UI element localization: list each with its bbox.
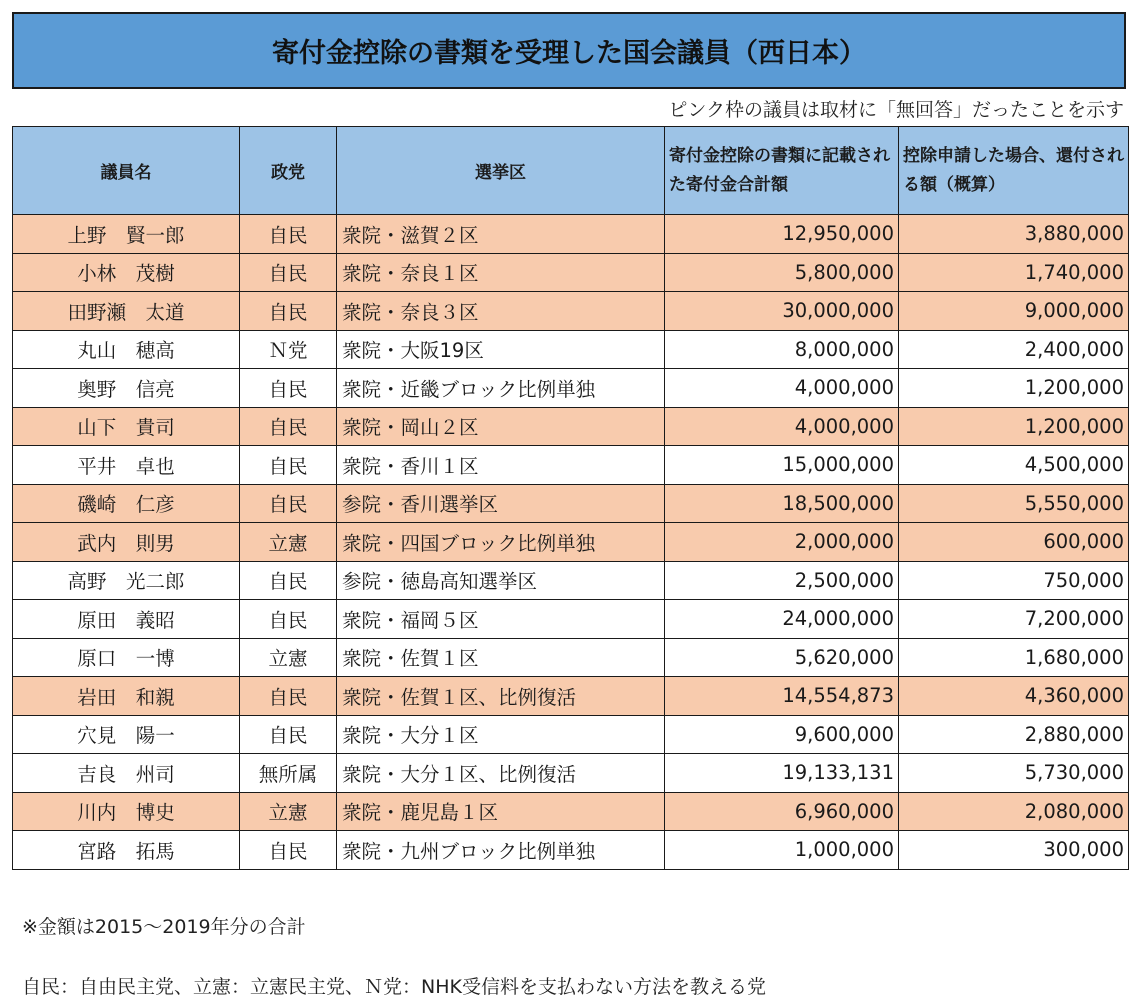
- header-name: 議員名: [13, 127, 240, 215]
- cell-district: 衆院・香川１区: [337, 446, 665, 485]
- cell-district: 衆院・岡山２区: [337, 407, 665, 446]
- cell-district: 衆院・佐賀１区、比例復活: [337, 677, 665, 716]
- cell-name: 小林 茂樹: [13, 253, 240, 292]
- cell-donation: 30,000,000: [665, 292, 899, 331]
- table-row: [13, 523, 1129, 562]
- cell-name: 山下 貴司: [13, 407, 240, 446]
- cell-refund: 300,000: [899, 831, 1129, 870]
- cell-party: 立憲: [240, 523, 337, 562]
- table-header-row: [13, 127, 1129, 215]
- cell-party: 自民: [240, 407, 337, 446]
- cell-name: 岩田 和親: [13, 677, 240, 716]
- cell-party: 自民: [240, 446, 337, 485]
- table-row: [13, 754, 1129, 793]
- legend-note: ピンク枠の議員は取材に「無回答」だったことを示す: [668, 99, 1124, 121]
- cell-refund: 600,000: [899, 523, 1129, 562]
- table-row: [13, 407, 1129, 446]
- cell-donation: 4,000,000: [665, 369, 899, 408]
- cell-party: 自民: [240, 561, 337, 600]
- footnote-period: ※金額は2015〜2019年分の合計: [22, 916, 306, 938]
- cell-name: 宮路 拓馬: [13, 831, 240, 870]
- cell-party: 立憲: [240, 792, 337, 831]
- table-row: [13, 600, 1129, 639]
- cell-district: 衆院・奈良１区: [337, 253, 665, 292]
- table-row: [13, 831, 1129, 870]
- cell-district: 衆院・大阪19区: [337, 330, 665, 369]
- cell-refund: 2,080,000: [899, 792, 1129, 831]
- table-row: [13, 369, 1129, 408]
- cell-name: 丸山 穂高: [13, 330, 240, 369]
- table-row: [13, 715, 1129, 754]
- cell-refund: 4,500,000: [899, 446, 1129, 485]
- cell-donation: 5,620,000: [665, 638, 899, 677]
- cell-district: 衆院・滋賀２区: [337, 215, 665, 254]
- cell-refund: 1,200,000: [899, 369, 1129, 408]
- table-row: [13, 215, 1129, 254]
- cell-name: 武内 則男: [13, 523, 240, 562]
- table-row: [13, 253, 1129, 292]
- cell-party: 自民: [240, 253, 337, 292]
- cell-party: 自民: [240, 715, 337, 754]
- footnote-parties: 自民：自由民主党、立憲：立憲民主党、Ｎ党：NHK受信料を支払わない方法を教える党: [22, 976, 766, 998]
- cell-district: 衆院・奈良３区: [337, 292, 665, 331]
- cell-donation: 24,000,000: [665, 600, 899, 639]
- cell-party: 立憲: [240, 638, 337, 677]
- cell-donation: 14,554,873: [665, 677, 899, 716]
- cell-name: 磯崎 仁彦: [13, 484, 240, 523]
- cell-donation: 5,800,000: [665, 253, 899, 292]
- cell-party: 自民: [240, 369, 337, 408]
- header-donation: 寄付金控除の書類に記載された寄付金合計額: [665, 127, 899, 215]
- table-row: [13, 446, 1129, 485]
- cell-party: 自民: [240, 600, 337, 639]
- cell-donation: 19,133,131: [665, 754, 899, 793]
- cell-party: 自民: [240, 484, 337, 523]
- cell-district: 衆院・九州ブロック比例単独: [337, 831, 665, 870]
- cell-refund: 4,360,000: [899, 677, 1129, 716]
- table-row: [13, 484, 1129, 523]
- header-refund: 控除申請した場合、還付される額（概算）: [899, 127, 1129, 215]
- cell-name: 原田 義昭: [13, 600, 240, 639]
- cell-donation: 2,500,000: [665, 561, 899, 600]
- cell-refund: 2,880,000: [899, 715, 1129, 754]
- cell-refund: 5,730,000: [899, 754, 1129, 793]
- cell-refund: 9,000,000: [899, 292, 1129, 331]
- cell-name: 平井 卓也: [13, 446, 240, 485]
- table-row: [13, 792, 1129, 831]
- cell-district: 衆院・大分１区、比例復活: [337, 754, 665, 793]
- table-row: [13, 638, 1129, 677]
- cell-donation: 2,000,000: [665, 523, 899, 562]
- header-party: 政党: [240, 127, 337, 215]
- cell-refund: 7,200,000: [899, 600, 1129, 639]
- cell-name: 原口 一博: [13, 638, 240, 677]
- cell-party: 無所属: [240, 754, 337, 793]
- cell-name: 高野 光二郎: [13, 561, 240, 600]
- cell-district: 衆院・鹿児島１区: [337, 792, 665, 831]
- legislators-table: [12, 126, 1129, 870]
- cell-party: Ｎ党: [240, 330, 337, 369]
- table-row: [13, 292, 1129, 331]
- cell-donation: 1,000,000: [665, 831, 899, 870]
- cell-district: 衆院・大分１区: [337, 715, 665, 754]
- cell-district: 参院・徳島高知選挙区: [337, 561, 665, 600]
- cell-party: 自民: [240, 677, 337, 716]
- cell-name: 吉良 州司: [13, 754, 240, 793]
- cell-district: 衆院・近畿ブロック比例単独: [337, 369, 665, 408]
- cell-party: 自民: [240, 831, 337, 870]
- cell-refund: 750,000: [899, 561, 1129, 600]
- cell-refund: 2,400,000: [899, 330, 1129, 369]
- cell-donation: 12,950,000: [665, 215, 899, 254]
- cell-donation: 8,000,000: [665, 330, 899, 369]
- cell-name: 上野 賢一郎: [13, 215, 240, 254]
- cell-refund: 3,880,000: [899, 215, 1129, 254]
- table-row: [13, 677, 1129, 716]
- cell-donation: 4,000,000: [665, 407, 899, 446]
- cell-district: 参院・香川選挙区: [337, 484, 665, 523]
- table-row: [13, 561, 1129, 600]
- cell-party: 自民: [240, 215, 337, 254]
- cell-name: 田野瀬 太道: [13, 292, 240, 331]
- cell-refund: 1,200,000: [899, 407, 1129, 446]
- header-district: 選挙区: [337, 127, 665, 215]
- cell-district: 衆院・四国ブロック比例単独: [337, 523, 665, 562]
- cell-donation: 18,500,000: [665, 484, 899, 523]
- cell-refund: 1,680,000: [899, 638, 1129, 677]
- table-row: [13, 330, 1129, 369]
- cell-name: 川内 博史: [13, 792, 240, 831]
- cell-party: 自民: [240, 292, 337, 331]
- page-title: 寄付金控除の書類を受理した国会議員（西日本）: [12, 12, 1126, 89]
- cell-district: 衆院・佐賀１区: [337, 638, 665, 677]
- cell-name: 穴見 陽一: [13, 715, 240, 754]
- cell-donation: 15,000,000: [665, 446, 899, 485]
- cell-refund: 5,550,000: [899, 484, 1129, 523]
- cell-district: 衆院・福岡５区: [337, 600, 665, 639]
- cell-donation: 9,600,000: [665, 715, 899, 754]
- cell-donation: 6,960,000: [665, 792, 899, 831]
- cell-name: 奥野 信亮: [13, 369, 240, 408]
- cell-refund: 1,740,000: [899, 253, 1129, 292]
